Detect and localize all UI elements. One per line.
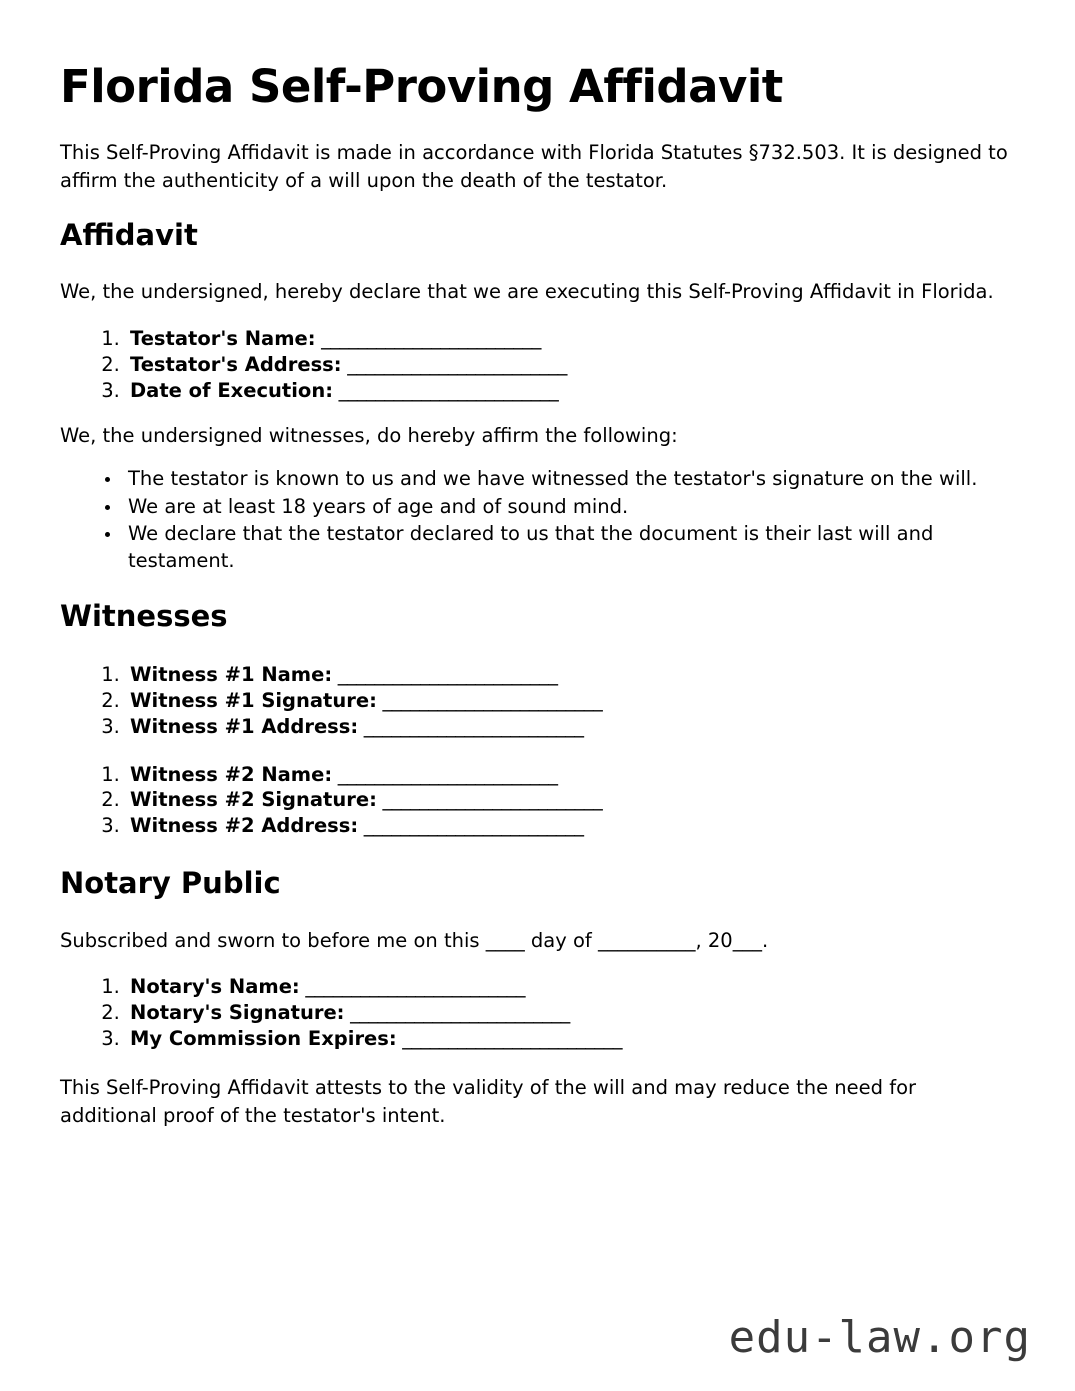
spacer xyxy=(60,112,1013,139)
list-item xyxy=(126,762,1013,788)
field-label: Date of Execution: xyxy=(130,378,333,402)
spacer xyxy=(60,574,1013,600)
spacer xyxy=(60,839,1013,867)
list-item xyxy=(126,1026,1013,1052)
affirmation-intro: We, the undersigned witnesses, do hereby affirm the following: xyxy=(60,423,678,447)
field-blank[interactable]: ________________________ xyxy=(315,326,541,350)
field-label: My Commission Expires: xyxy=(130,1027,397,1051)
list-item: • We declare that the testator declared to us that the document is their last will and testament. xyxy=(122,520,1013,575)
list-item xyxy=(126,378,1013,404)
list-item xyxy=(126,662,1013,688)
field-label: Witness #2 Signature: xyxy=(130,788,377,812)
list-item xyxy=(126,1000,1013,1026)
witness-two-fields-list xyxy=(60,762,1013,840)
spacer xyxy=(60,954,1013,974)
section-heading-affidavit: Affidavit xyxy=(60,217,198,252)
list-item: • We are at least 18 years of age and of sound mind. xyxy=(122,493,1013,520)
field-blank[interactable]: ________________________ xyxy=(358,814,584,838)
field-blank[interactable]: ________________________ xyxy=(358,714,584,738)
spacer xyxy=(60,901,1013,927)
field-label: Witness #1 Signature: xyxy=(130,688,377,712)
field-blank[interactable]: ________________________ xyxy=(332,762,558,786)
spacer xyxy=(60,449,1013,465)
field-blank[interactable]: ________________________ xyxy=(341,352,567,376)
notary-fields-list xyxy=(60,974,1013,1052)
field-label: Notary's Name: xyxy=(130,975,300,999)
section-heading-notary-public: Notary Public xyxy=(60,866,281,901)
list-item xyxy=(126,352,1013,378)
list-item xyxy=(126,813,1013,839)
field-label: Witness #1 Address: xyxy=(130,714,359,738)
spacer xyxy=(60,740,1013,762)
list-item xyxy=(126,787,1013,813)
list-item xyxy=(126,326,1013,352)
field-label: Witness #2 Name: xyxy=(130,762,333,786)
spacer xyxy=(60,404,1013,422)
field-blank[interactable]: ________________________ xyxy=(376,788,603,812)
list-item xyxy=(126,974,1013,1000)
intro-paragraph: This Self-Proving Affidavit is made in accordance with Florida Statutes §732.503. It is designed to affirm the authenticity of a will upon the death of the testator. xyxy=(60,141,1008,193)
spacer xyxy=(60,306,1013,326)
field-blank[interactable]: ________________________ xyxy=(299,975,525,999)
field-label: Witness #2 Address: xyxy=(130,814,359,838)
field-label: Notary's Signature: xyxy=(130,1001,345,1025)
affirmations-list xyxy=(60,465,1013,574)
field-blank[interactable]: ________________________ xyxy=(344,1001,570,1025)
spacer xyxy=(60,195,1013,219)
section-heading-witnesses: Witnesses xyxy=(60,599,228,634)
spacer xyxy=(60,634,1013,662)
page-title: Florida Self-Proving Affidavit xyxy=(60,60,783,113)
site-watermark: edu-law.org xyxy=(728,1312,1031,1363)
notary-sworn-statement: Subscribed and sworn to before me on this ____ day of __________, 20___. xyxy=(60,928,769,952)
spacer xyxy=(60,252,1013,278)
field-blank[interactable]: ________________________ xyxy=(333,378,559,402)
witness-one-fields-list xyxy=(60,662,1013,740)
field-label: Testator's Name: xyxy=(130,326,316,350)
field-blank[interactable]: ________________________ xyxy=(332,662,558,686)
list-item: • The testator is known to us and we have witnessed the testator's signature on the will. xyxy=(122,465,1013,492)
list-item xyxy=(126,714,1013,740)
list-item xyxy=(126,688,1013,714)
field-blank[interactable]: ________________________ xyxy=(396,1027,622,1051)
field-label: Witness #1 Name: xyxy=(130,662,333,686)
affidavit-fields-list xyxy=(60,326,1013,404)
field-blank[interactable]: ________________________ xyxy=(376,688,603,712)
spacer xyxy=(60,1052,1013,1074)
affidavit-declaration: We, the undersigned, hereby declare that we are executing this Self-Proving Affidavit in Florida. xyxy=(60,280,994,304)
field-label: Testator's Address: xyxy=(130,352,342,376)
closing-paragraph: This Self-Proving Affidavit attests to the validity of the will and may reduce the need for additional proof of the testator's intent. xyxy=(60,1076,917,1127)
